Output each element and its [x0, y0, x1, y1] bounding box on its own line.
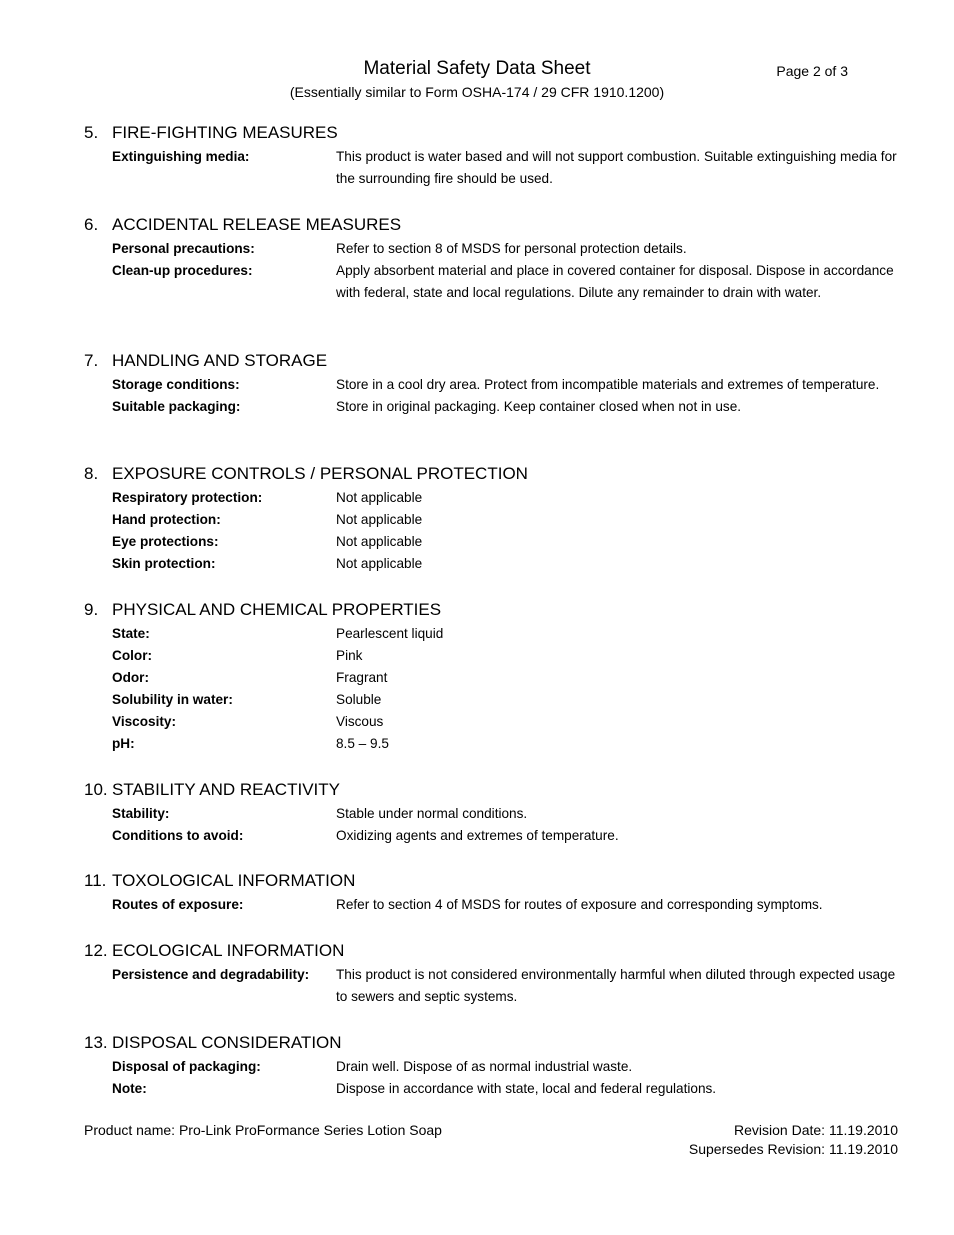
field-row [84, 260, 898, 304]
field-label: Routes of exposure: [112, 897, 244, 912]
section-10 [84, 779, 898, 847]
section-number: 13. [84, 1033, 108, 1052]
section-heading [84, 463, 898, 485]
field-value: Apply absorbent material and place in covered container for disposal. Dispose in accordance with federal, state and local regulations. Dilute any remainder to drain with water. [336, 263, 894, 300]
section-heading [84, 350, 898, 372]
section-number: 10. [84, 780, 108, 799]
field-value: Store in a cool dry area. Protect from incompatible materials and extremes of temperature. [336, 377, 880, 392]
field-value: Drain well. Dispose of as normal industrial waste. [336, 1059, 633, 1074]
field-value: Stable under normal conditions. [336, 806, 528, 821]
field-value: Pink [336, 648, 363, 663]
page-number: Page 2 of 3 [776, 63, 848, 79]
field-value: Store in original packaging. Keep container closed when not in use. [336, 399, 742, 414]
field-row [84, 623, 898, 645]
section-title: TOXOLOGICAL INFORMATION [112, 871, 356, 890]
field-value: Oxidizing agents and extremes of temperature. [336, 828, 619, 843]
section-heading [84, 870, 898, 892]
field-label: Solubility in water: [112, 692, 233, 707]
section-number: 8. [84, 464, 99, 483]
field-label: Suitable packaging: [112, 399, 241, 414]
section-heading [84, 599, 898, 621]
field-label: Persistence and degradability: [112, 967, 310, 982]
field-label: Disposal of packaging: [112, 1059, 261, 1074]
field-row [84, 1078, 898, 1100]
section-5 [84, 122, 898, 190]
section-9 [84, 599, 898, 755]
document-subtitle: (Essentially similar to Form OSHA-174 / 29 CFR 1910.1200) [289, 84, 665, 100]
section-number: 12. [84, 941, 108, 960]
field-row [84, 803, 898, 825]
section-8 [84, 463, 898, 575]
field-row [84, 894, 898, 916]
section-number: 5. [84, 123, 99, 142]
field-label: Note: [112, 1081, 147, 1096]
field-value: This product is not considered environmentally harmful when diluted through expected usage to sewers and septic systems. [336, 967, 896, 1004]
field-label: Respiratory protection: [112, 490, 263, 505]
section-12 [84, 940, 898, 1008]
field-row [84, 711, 898, 733]
section-heading [84, 1032, 898, 1054]
section-7 [84, 350, 898, 418]
section-title: ECOLOGICAL INFORMATION [112, 941, 345, 960]
field-label: Color: [112, 648, 153, 663]
field-value: Not applicable [336, 512, 423, 527]
section-title: FIRE-FIGHTING MEASURES [112, 123, 338, 142]
field-label: Clean-up procedures: [112, 263, 253, 278]
field-value: Dispose in accordance with state, local and federal regulations. [336, 1081, 717, 1096]
section-title: STABILITY AND REACTIVITY [112, 780, 340, 799]
section-heading [84, 122, 898, 144]
section-11 [84, 870, 898, 916]
field-value: This product is water based and will not support combustion. Suitable extinguishing media for the surrounding fire should be used. [336, 149, 897, 186]
field-label: Skin protection: [112, 556, 216, 571]
field-label: Viscosity: [112, 714, 176, 729]
section-number: 6. [84, 215, 99, 234]
field-value: 8.5 – 9.5 [336, 736, 389, 751]
section-heading [84, 940, 898, 962]
field-row [84, 487, 898, 509]
field-label: Personal precautions: [112, 241, 255, 256]
supersedes-revision: Supersedes Revision: 11.19.2010 [688, 1141, 898, 1157]
field-label: Extinguishing media: [112, 149, 250, 164]
section-title: DISPOSAL CONSIDERATION [112, 1033, 342, 1052]
field-label: pH: [112, 736, 135, 751]
field-label: Storage conditions: [112, 377, 240, 392]
section-number: 11. [84, 871, 107, 890]
field-value: Pearlescent liquid [336, 626, 444, 641]
field-row [84, 146, 898, 190]
field-label: Stability: [112, 806, 170, 821]
field-value: Soluble [336, 692, 382, 707]
revision-date: Revision Date: 11.19.2010 [734, 1122, 898, 1138]
field-value: Refer to section 8 of MSDS for personal protection details. [336, 241, 687, 256]
field-row [84, 1056, 898, 1078]
field-row [84, 374, 898, 396]
revision-info [689, 1121, 898, 1159]
section-title: HANDLING AND STORAGE [112, 351, 328, 370]
section-heading [84, 779, 898, 801]
field-row [84, 509, 898, 531]
field-row [84, 553, 898, 575]
section-heading [84, 214, 898, 236]
section-13 [84, 1032, 898, 1100]
field-value: Not applicable [336, 556, 423, 571]
field-row [84, 238, 898, 260]
field-value: Refer to section 4 of MSDS for routes of exposure and corresponding symptoms. [336, 897, 823, 912]
field-row [84, 667, 898, 689]
section-title: ACCIDENTAL RELEASE MEASURES [112, 215, 402, 234]
section-number: 7. [84, 351, 99, 370]
field-row [84, 645, 898, 667]
product-name: Product name: Pro-Link ProFormance Series Lotion Soap [84, 1122, 442, 1138]
field-row [84, 396, 898, 418]
field-label: State: [112, 626, 150, 641]
field-value: Fragrant [336, 670, 388, 685]
section-title: EXPOSURE CONTROLS / PERSONAL PROTECTION [112, 464, 528, 483]
section-number: 9. [84, 600, 99, 619]
field-row [84, 964, 898, 1008]
field-row [84, 733, 898, 755]
field-label: Odor: [112, 670, 149, 685]
field-row [84, 825, 898, 847]
field-label: Hand protection: [112, 512, 221, 527]
field-label: Eye protections: [112, 534, 219, 549]
document-title: Material Safety Data Sheet [363, 58, 591, 79]
section-title: PHYSICAL AND CHEMICAL PROPERTIES [112, 600, 442, 619]
field-label: Conditions to avoid: [112, 828, 244, 843]
field-value: Not applicable [336, 490, 423, 505]
field-value: Not applicable [336, 534, 423, 549]
field-row [84, 689, 898, 711]
field-row [84, 531, 898, 553]
section-6 [84, 214, 898, 304]
field-value: Viscous [336, 714, 384, 729]
